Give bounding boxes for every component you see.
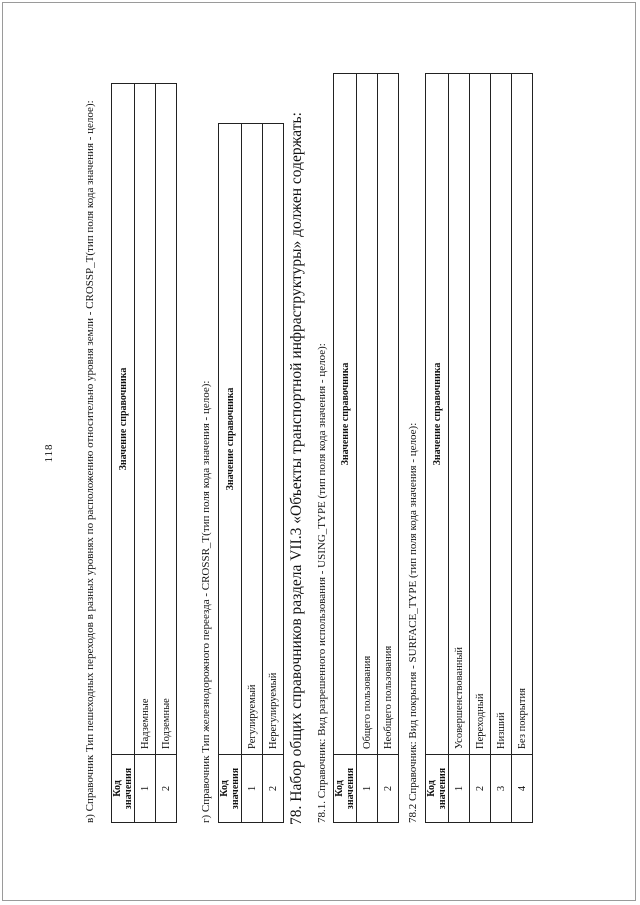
table-crossp-t — [111, 83, 177, 823]
cell-value: Низший — [491, 74, 512, 755]
cell-code: 2 — [470, 755, 491, 823]
table-header-row — [112, 84, 135, 823]
cell-code: 4 — [512, 755, 533, 823]
header-value: Значение справочника — [219, 124, 242, 755]
table-header-row — [426, 74, 449, 823]
table-row — [156, 84, 177, 823]
header-value: Значение справочника — [112, 84, 135, 755]
table-row — [242, 124, 263, 823]
table-row — [357, 74, 378, 823]
cell-value: Без покрытия — [512, 74, 533, 755]
caption-crossr-t: г) Справочник Тип железнодорожного переезда - CROSSR_T(тип поля кода значения - целое): — [200, 380, 212, 823]
header-value: Значение справочника — [334, 74, 357, 755]
caption-crossp-t: в) Справочник Тип пешеходных переходов в разных уровнях по расположению относительно уровня земли - CROSSP_T(тип поля кода значения - целое): — [84, 100, 96, 823]
table-row — [263, 124, 284, 823]
table-row — [491, 74, 512, 823]
table-row — [378, 74, 399, 823]
table-header-row — [334, 74, 357, 823]
header-code: Код значения — [426, 755, 449, 823]
cell-value: Подземные — [156, 84, 177, 755]
table-header-row — [219, 124, 242, 823]
cell-code: 1 — [242, 755, 263, 823]
table-row — [449, 74, 470, 823]
table-using-type — [333, 73, 399, 823]
cell-code: 2 — [156, 755, 177, 823]
cell-value: Необщего пользования — [378, 74, 399, 755]
cell-code: 2 — [263, 755, 284, 823]
cell-value: Регулируемый — [242, 124, 263, 755]
section-heading-78: 78. Набор общих справочников раздела VII.3 «Объекты транспортной инфраструктуры» должен содержать: — [288, 112, 305, 825]
table-surface-type — [425, 73, 533, 823]
rotated-page-content — [43, 43, 603, 863]
paper-sheet — [2, 2, 636, 901]
cell-code: 3 — [491, 755, 512, 823]
page-number: 118 — [43, 443, 55, 463]
cell-value: Общего пользования — [357, 74, 378, 755]
cell-value: Нерегулируемый — [263, 124, 284, 755]
cell-value: Переходный — [470, 74, 491, 755]
header-code: Код значения — [219, 755, 242, 823]
cell-value: Усовершенствованный — [449, 74, 470, 755]
cell-code: 1 — [449, 755, 470, 823]
cell-code: 2 — [378, 755, 399, 823]
header-code: Код значения — [112, 755, 135, 823]
table-row — [135, 84, 156, 823]
caption-surface-type: 78.2 Справочник: Вид покрытия - SURFACE_TYPE (тип поля кода значения - целое): — [407, 422, 419, 823]
cell-value: Надземные — [135, 84, 156, 755]
caption-using-type: 78.1. Справочник: Вид разрешенного использования - USING_TYPE (тип поля кода значения - целое): — [316, 343, 328, 823]
table-row — [470, 74, 491, 823]
header-value: Значение справочника — [426, 74, 449, 755]
header-code: Код значения — [334, 755, 357, 823]
cell-code: 1 — [357, 755, 378, 823]
table-row — [512, 74, 533, 823]
table-crossr-t — [218, 123, 284, 823]
cell-code: 1 — [135, 755, 156, 823]
